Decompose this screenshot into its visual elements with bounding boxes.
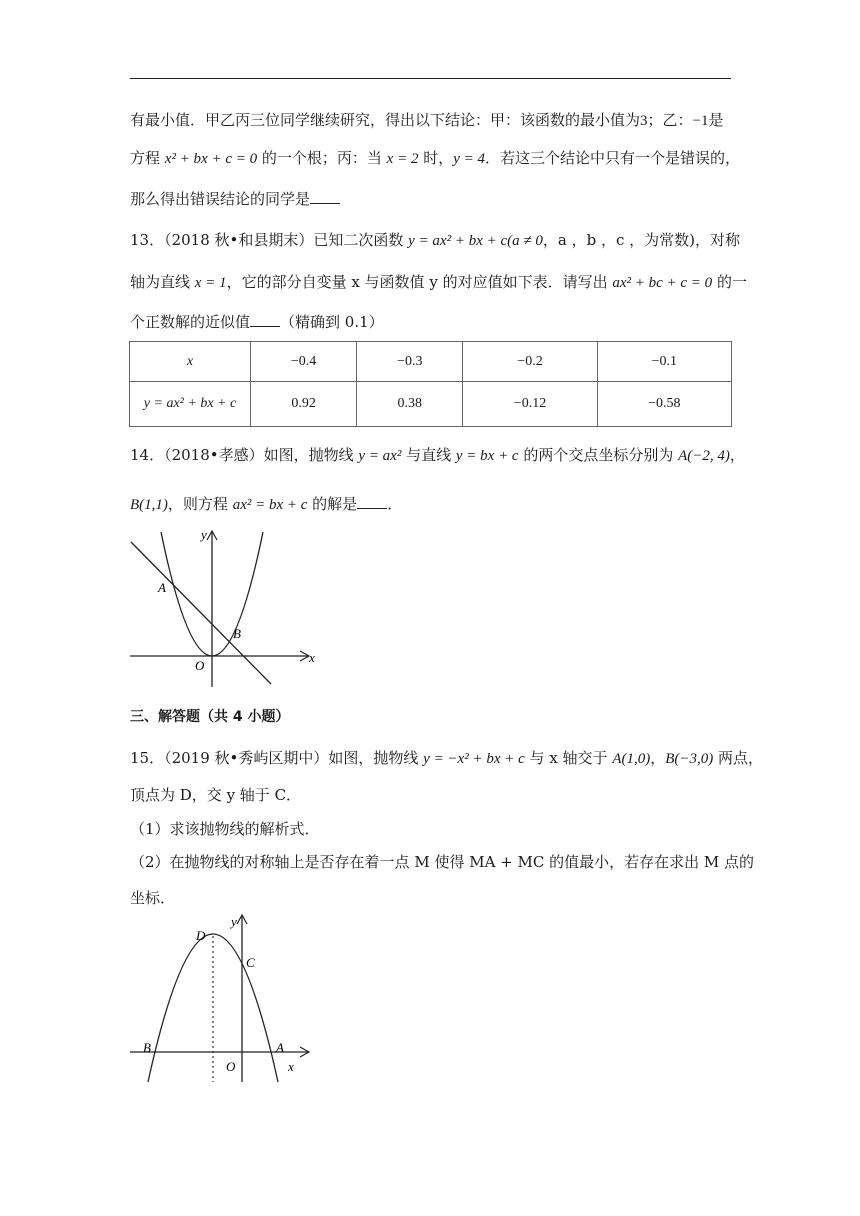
q14-text: ， (729, 446, 745, 464)
label-b: B (143, 1040, 151, 1055)
q12-equation: x² + bx + c = 0 (164, 151, 258, 167)
q12-min-value: 3 (640, 113, 648, 129)
section-3-heading: 三、解答题（共 4 小题） (130, 709, 290, 725)
q15-parabola: y = −x² + bx + c (423, 751, 525, 767)
q13-text: 个正数解的近似值 (130, 313, 251, 331)
q12-text: 有最小值．甲乙丙三位同学继续研究，得出以下结论：甲：该函数的最小值为 (130, 111, 641, 129)
q15-text: ， (650, 749, 666, 767)
q15-text: 与 x 轴交于 (524, 749, 613, 767)
table-cell: −0.12 (463, 382, 597, 427)
q15-figure (128, 910, 328, 1085)
header-rule (130, 78, 731, 79)
q15-text: 两点， (713, 749, 764, 767)
table-row (130, 342, 732, 382)
q13-line-3 (130, 311, 732, 333)
q13-text: 的一 (712, 273, 747, 291)
q14-point-a: A(−2, 4) (678, 448, 730, 464)
q14-text: 的解是 (307, 495, 358, 513)
q14-text: 14．（2018•孝感）如图，抛物线 (130, 446, 359, 464)
label-y: y (201, 527, 207, 542)
answer-blank[interactable] (357, 494, 387, 509)
q13-function: y = ax² + bx + c(a ≠ 0 (408, 233, 543, 249)
q15-part-2-cont: 坐标． (130, 889, 176, 907)
label-o: O (195, 658, 205, 673)
q12-text: 时， (418, 149, 454, 167)
label-o: O (226, 1059, 236, 1074)
q13-line-2 (130, 271, 747, 294)
q15-point-b: B(−3,0) (665, 751, 714, 767)
q15-line-2: 顶点为 D，交 y 轴于 C． (130, 786, 302, 804)
table-cell: 0.38 (357, 382, 463, 427)
q13-text: ，它的部分自变量 x 与函数值 y 的对应值如下表．请写出 (226, 273, 613, 291)
table-cell: 0.92 (251, 382, 357, 427)
label-b: B (233, 626, 241, 641)
q13-text: 轴为直线 (130, 273, 195, 291)
q12-line-2 (130, 147, 741, 170)
table-cell: −0.4 (251, 342, 357, 382)
label-d: D (196, 928, 206, 943)
q14-text: ． (387, 495, 403, 513)
q13-text: （精确到 0.1） (280, 313, 384, 331)
q13-axis: x = 1 (194, 275, 227, 291)
table-header-cell: y = ax² + bx + c (130, 382, 251, 427)
label-a: A (276, 1040, 284, 1055)
q15-text: 15．（2019 秋•秀屿区期中）如图，抛物线 (130, 749, 424, 767)
q13-text: ，a ，b ，c ，为常数)，对称 (542, 231, 740, 249)
q12-text: 方程 (130, 149, 165, 167)
label-a: A (158, 580, 166, 595)
q13-equation: ax² + bc + c = 0 (612, 275, 713, 291)
q12-text: ．若这三个结论中只有一个是错误的， (485, 149, 741, 167)
q15-line-1 (130, 747, 764, 770)
q12-x-value: x = 2 (386, 151, 419, 167)
q14-point-b: B(1,1) (130, 497, 168, 513)
table-cell: −0.58 (597, 382, 731, 427)
table-cell: −0.1 (597, 342, 731, 382)
table-cell: −0.3 (357, 342, 463, 382)
q14-equation: ax² = bx + c (232, 497, 308, 513)
q14-text: ，则方程 (167, 495, 233, 513)
q12-text: 的一个根；丙：当 (257, 149, 387, 167)
label-x: x (309, 650, 315, 665)
q12-text: 是 (708, 111, 724, 129)
q12-y-value: y = 4 (453, 151, 486, 167)
q13-text: 13．（2018 秋•和县期末）已知二次函数 (130, 231, 409, 249)
q12-line-3 (130, 188, 732, 210)
value-table (129, 341, 732, 427)
table-cell: −0.2 (463, 342, 597, 382)
label-x: x (288, 1059, 294, 1074)
q14-text: 与直线 (401, 446, 456, 464)
q13-line-1 (130, 229, 740, 252)
label-y: y (231, 914, 237, 929)
q14-figure (128, 524, 328, 694)
q12-text: 那么得出错误结论的同学是 (130, 190, 311, 208)
table-header-cell: x (130, 342, 251, 382)
table-row (130, 382, 732, 427)
q15-point-a: A(1,0) (612, 751, 651, 767)
q12-root-value: −1 (692, 113, 709, 129)
q15-part-1: （1）求该抛物线的解析式． (130, 820, 320, 838)
q14-text: 的两个交点坐标分别为 (518, 446, 679, 464)
answer-blank[interactable] (250, 312, 280, 327)
q14-parabola: y = ax² (358, 448, 402, 464)
q14-line-1 (130, 444, 745, 467)
q12-line-1 (130, 109, 732, 132)
label-c: C (246, 955, 255, 970)
q15-part-2: （2）在抛物线的对称轴上是否存在着一点 M 使得 MA + MC 的值最小，若存在求出 M 点的 (130, 853, 755, 871)
q14-line-eq: y = bx + c (455, 448, 519, 464)
answer-blank[interactable] (310, 189, 340, 204)
q12-text: ；乙： (647, 111, 693, 129)
q14-line-2 (130, 493, 732, 516)
